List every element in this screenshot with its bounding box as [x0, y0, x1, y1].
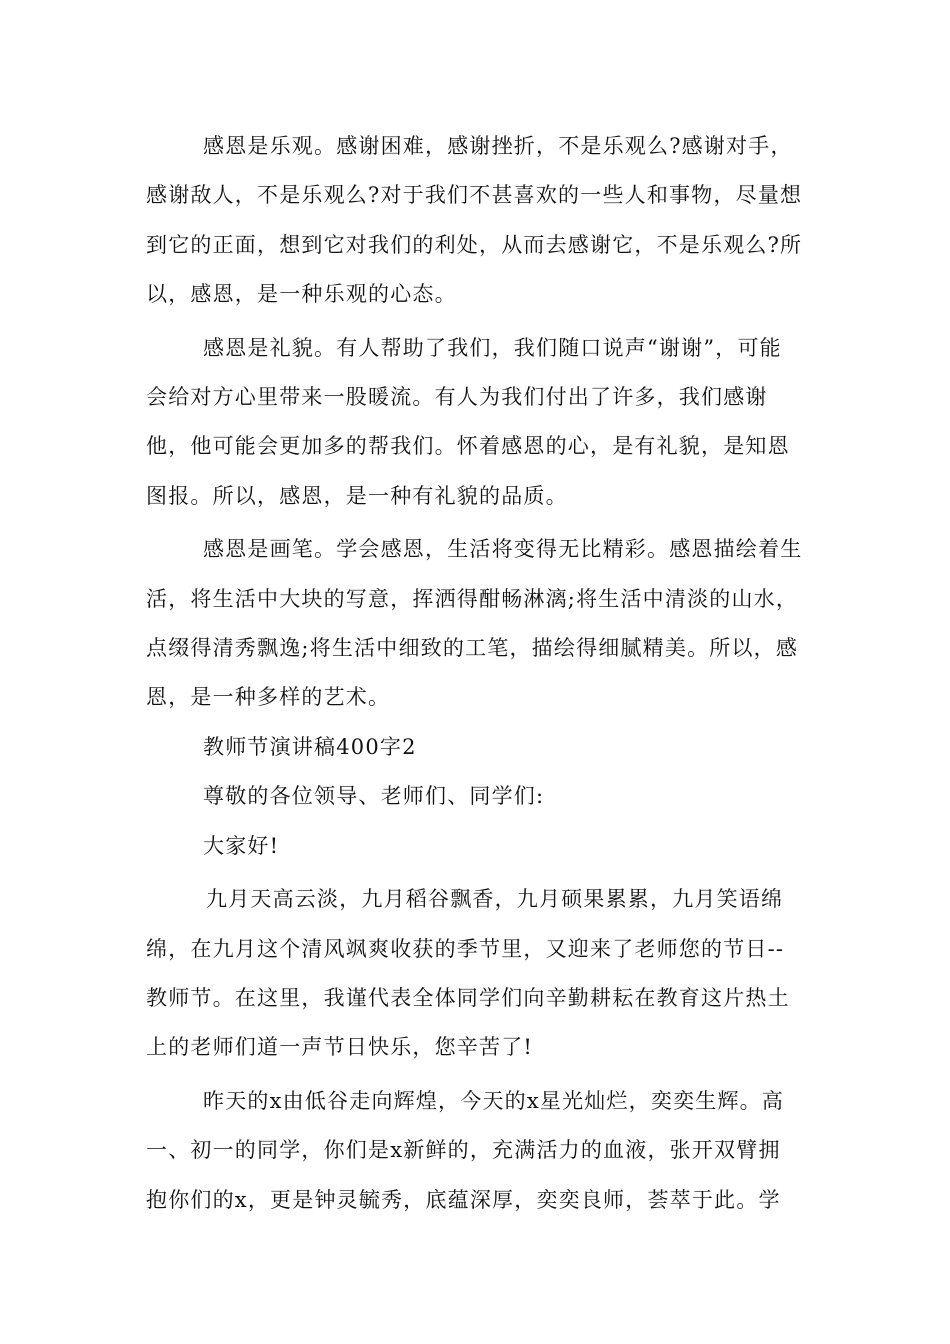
text-line: 感恩是画笔。学会感恩，生活将变得无比精彩。感恩描绘着生	[203, 537, 803, 562]
text-line: 抱你们的x，更是钟灵毓秀，底蕴深厚，奕奕良师，荟萃于此。学	[146, 1187, 781, 1212]
text-line: 以，感恩，是一种乐观的心态。	[146, 282, 457, 307]
text-line: 感谢敌人，不是乐观么?对于我们不甚喜欢的一些人和事物，尽量想	[146, 183, 803, 208]
text-line: 点缀得清秀飘逸;将生活中细致的工笔，描绘得细腻精美。所以，感	[146, 636, 799, 661]
text-line: 感恩是礼貌。有人帮助了我们，我们随口说声“谢谢”，可能	[203, 335, 782, 360]
text-line: 活，将生活中大块的写意，挥洒得酣畅淋漓;将生活中清淡的山水，	[146, 586, 799, 611]
paragraph-yesterday	[146, 1077, 808, 1225]
text-line: 他，他可能会更加多的帮我们。怀着感恩的心，是有礼貌，是知恩	[146, 434, 790, 459]
section-heading: 教师节演讲稿400字2	[203, 734, 417, 759]
text-line: 到它的正面，想到它对我们的利处，从而去感谢它，不是乐观么?所	[146, 232, 803, 257]
text-line: 九月天高云淡，九月稻谷飘香，九月硕果累累，九月笑语绵	[206, 887, 784, 912]
text-line: 昨天的x由低谷走向辉煌，今天的x星光灿烂，奕奕生辉。高	[203, 1088, 785, 1113]
text-line: 图报。所以，感恩，是一种有礼貌的品质。	[146, 483, 568, 508]
text-line: 绵，在九月这个清风飒爽收获的季节里，又迎来了老师您的节日--	[146, 936, 785, 961]
paragraph-gratitude-optimism	[146, 122, 808, 320]
text-line: 上的老师们道一声节日快乐，您辛苦了!	[146, 1035, 534, 1060]
greeting: 大家好!	[203, 833, 280, 858]
document-page	[146, 122, 808, 1225]
text-line: 恩，是一种多样的艺术。	[146, 685, 391, 710]
paragraph-gratitude-brush	[146, 525, 808, 723]
text-line: 一、初一的同学，你们是x新鲜的，充满活力的血液，张开双臂拥	[146, 1138, 781, 1163]
text-line: 教师节。在这里，我谨代表全体同学们向辛勤耕耘在教育这片热土	[146, 985, 790, 1010]
paragraph-september	[146, 875, 808, 1073]
text-line: 感恩是乐观。感谢困难，感谢挫折，不是乐观么?感谢对手，	[203, 134, 793, 158]
paragraph-gratitude-courtesy	[146, 324, 808, 522]
text-line: 会给对方心里带来一股暖流。有人为我们付出了许多，我们感谢	[146, 385, 768, 410]
salutation: 尊敬的各位领导、老师们、同学们:	[203, 784, 545, 809]
